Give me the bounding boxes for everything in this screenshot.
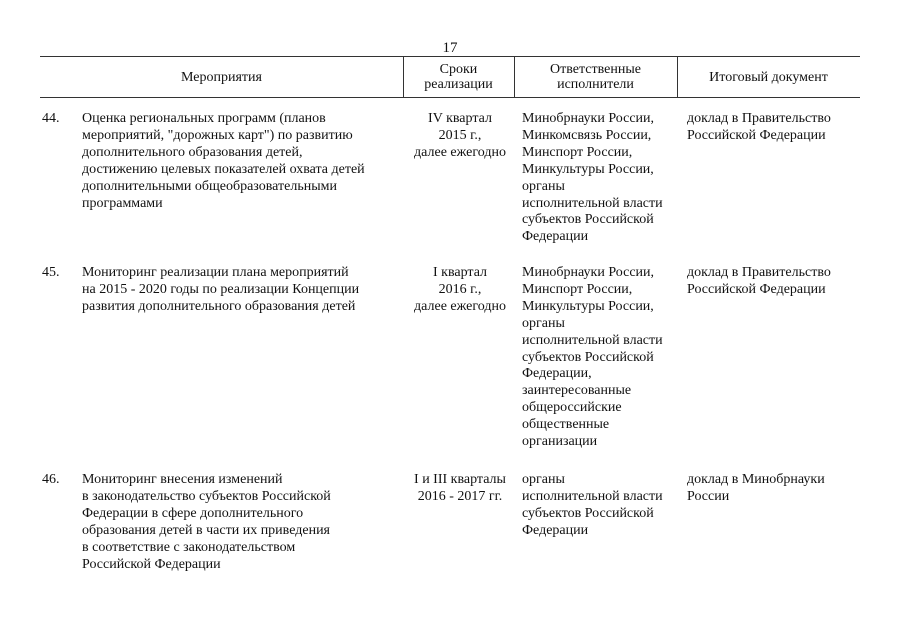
row-responsible: Минобрнауки России, Минспорт России, Минкультуры России, органы исполнительной власти субъектов Российской Федерации, заинтересованные общероссийские общественные организации xyxy=(522,265,663,450)
row-number: 44. xyxy=(42,111,60,126)
header-dates: Сроки реализации xyxy=(424,62,493,92)
row-dates: I и III кварталы 2016 - 2017 гг. xyxy=(414,472,506,504)
row-responsible: Минобрнауки России, Минкомсвязь России, Минспорт России, Минкультуры России, органы исполнительной власти субъектов Российской Федерации xyxy=(522,111,663,245)
row-dates: I квартал 2016 г., далее ежегодно xyxy=(414,265,506,314)
row-dates: IV квартал 2015 г., далее ежегодно xyxy=(414,111,506,160)
header-responsible: Ответственные исполнители xyxy=(550,62,641,92)
row-document: доклад в Правительство Российской Федерации xyxy=(687,111,831,143)
table-header xyxy=(40,56,860,98)
row-document: доклад в Минобрнауки России xyxy=(687,472,825,504)
row-number: 45. xyxy=(42,265,60,280)
row-number: 46. xyxy=(42,472,60,487)
row-activity: Оценка региональных программ (планов мероприятий, "дорожных карт") по развитию дополнительного образования детей, достижению целевых показателей охвата детей дополнительными общеобразовательными программами xyxy=(82,111,365,211)
header-activities: Мероприятия xyxy=(181,69,262,85)
row-activity: Мониторинг реализации плана мероприятий на 2015 - 2020 годы по реализации Концепции развития дополнительного образования детей xyxy=(82,265,360,314)
header-document: Итоговый документ xyxy=(709,69,828,85)
page-number: 17 xyxy=(442,40,458,56)
row-document: доклад в Правительство Российской Федерации xyxy=(687,265,831,297)
row-activity: Мониторинг внесения изменений в законодательство субъектов Российской Федерации в сфере дополнительного образования детей в части их приведения в соответствие с законодательством Российской Федерации xyxy=(82,472,331,572)
row-responsible: органы исполнительной власти субъектов Российской Федерации xyxy=(522,472,663,538)
